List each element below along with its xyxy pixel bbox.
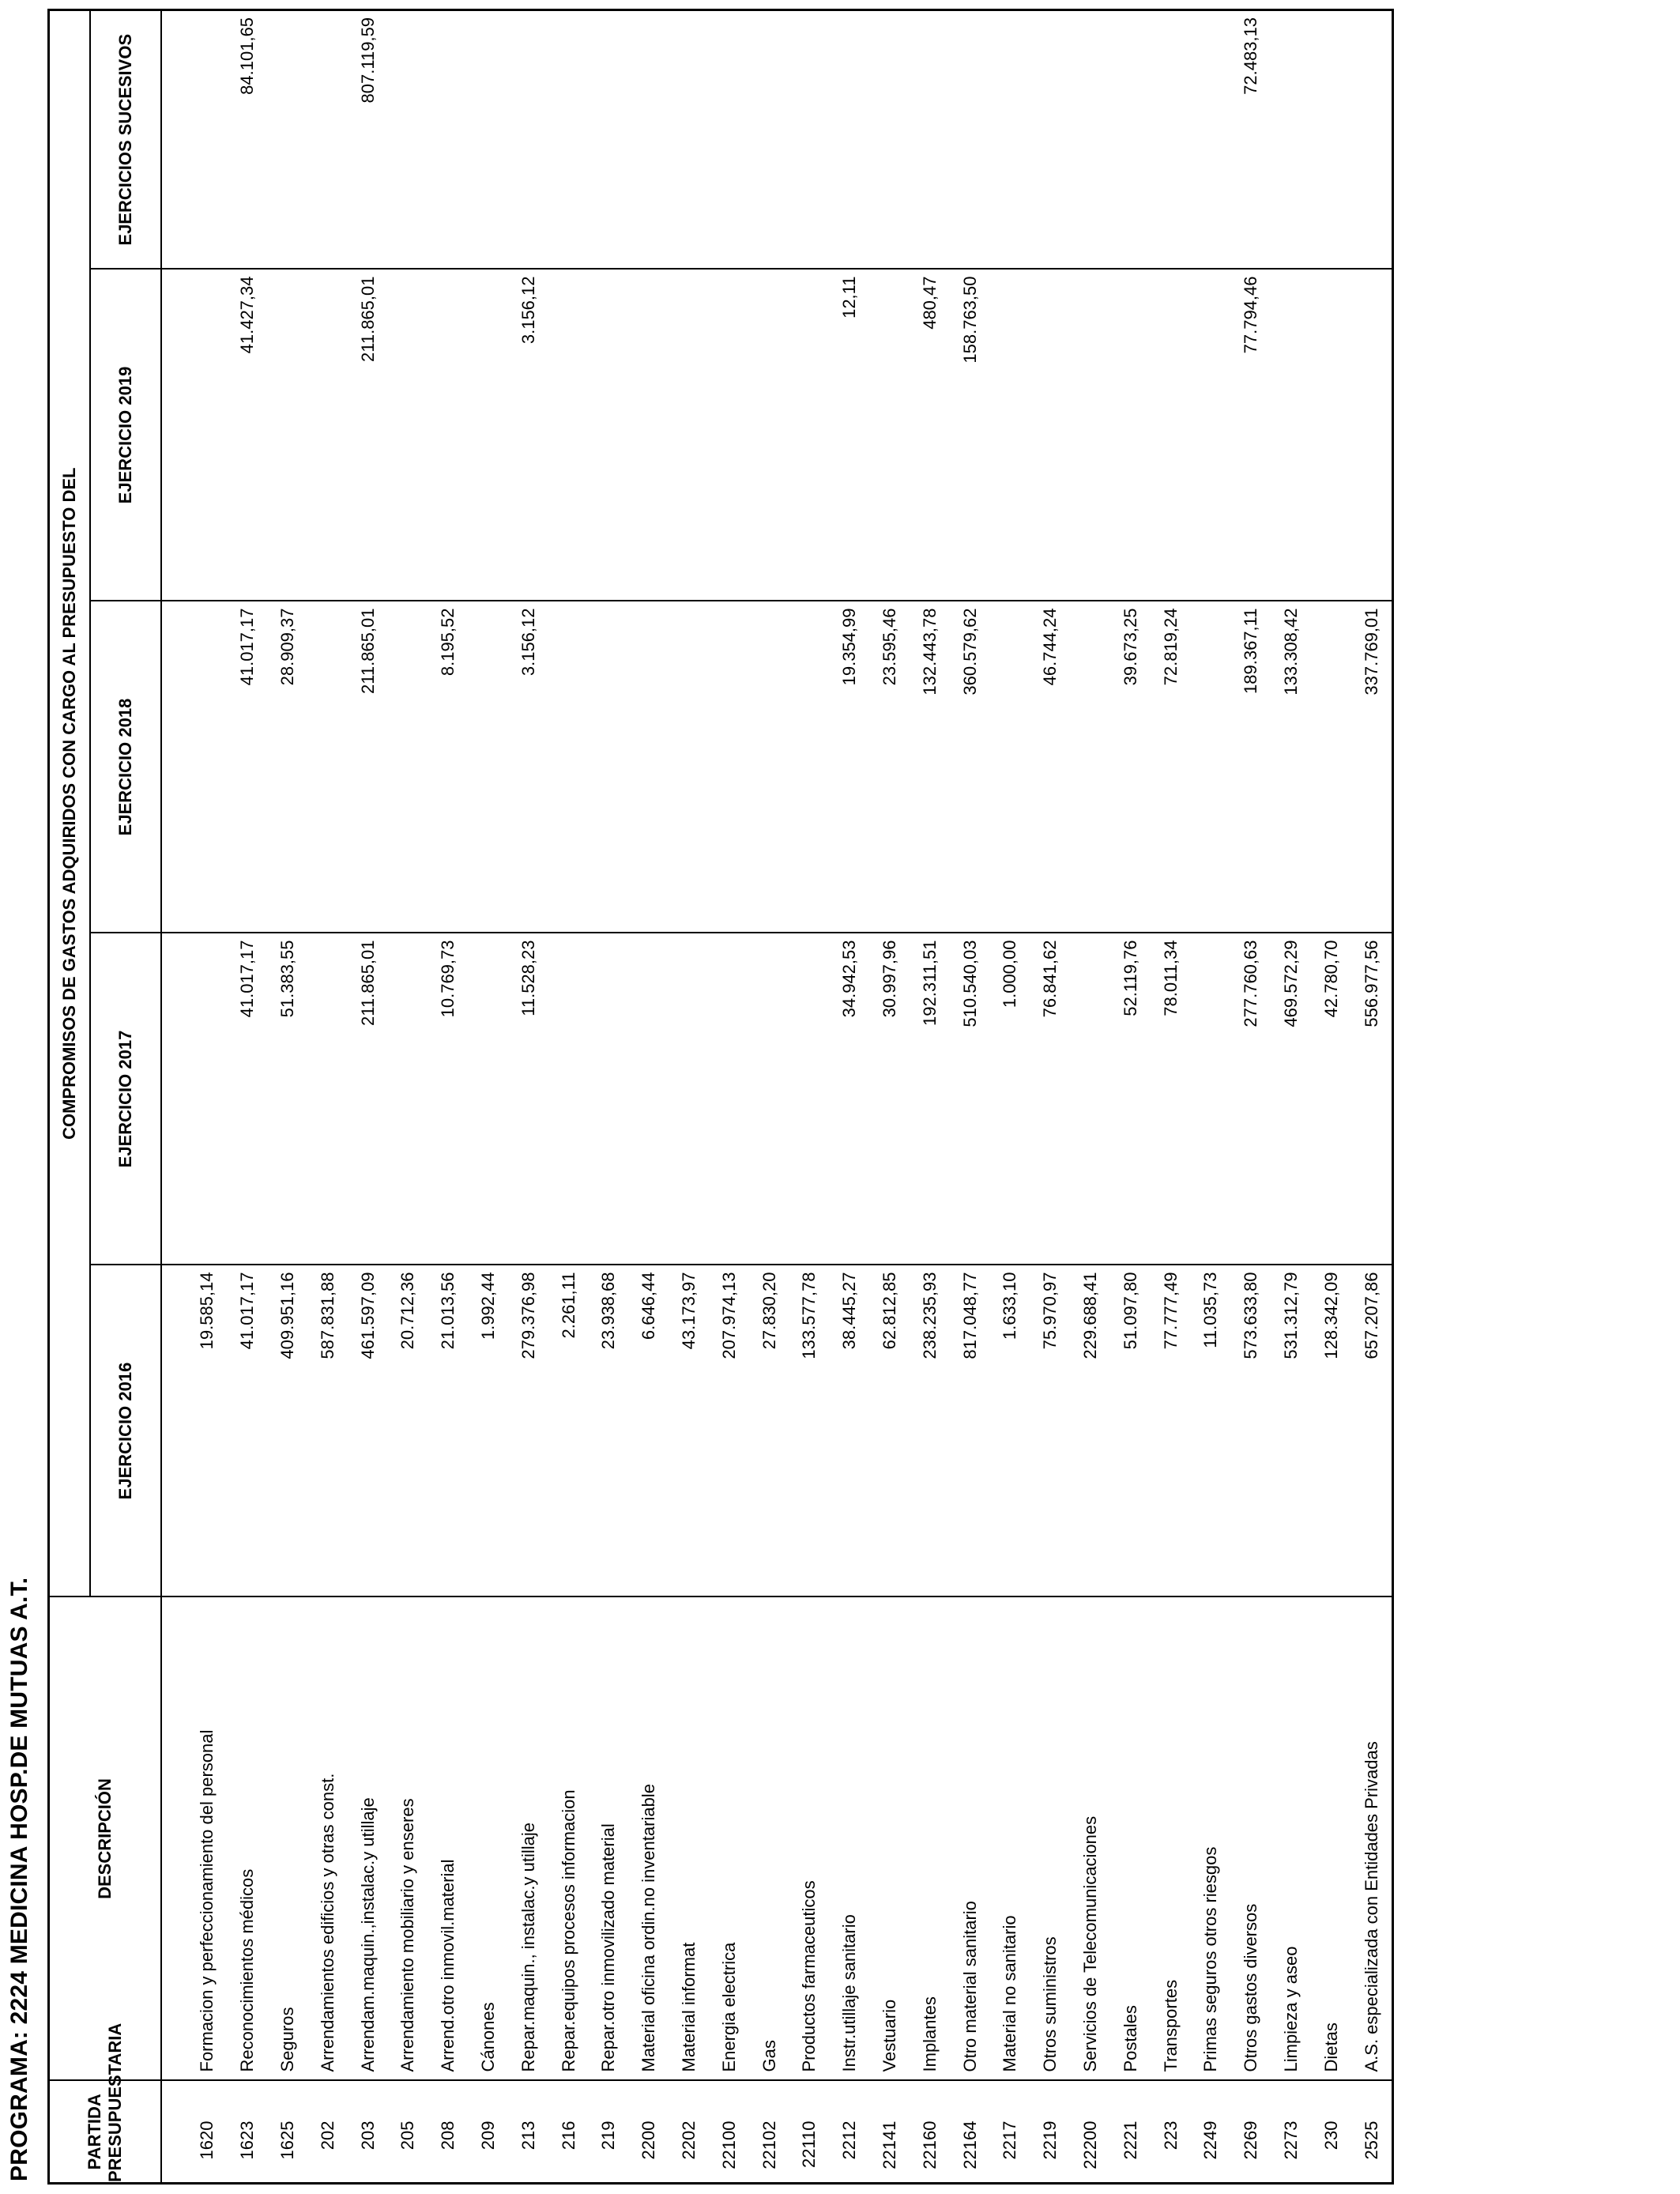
ejercicio-2017-cell: 51.383,55 <box>268 933 308 1265</box>
ejercicio-2016-cell: 128.342,09 <box>1311 1265 1351 1597</box>
ejercicio-2017-cell: 1.000,00 <box>990 933 1030 1265</box>
ejercicios-sucesivos-cell <box>1071 9 1111 269</box>
ejercicios-sucesivos-cell <box>307 9 348 269</box>
descripcion-cell: Repar.maquin., instalac.y utillaje <box>508 1597 548 2081</box>
descripcion-cell: Transportes <box>1151 1597 1191 2081</box>
table-row <box>709 9 749 2183</box>
ejercicio-2016-cell: 21.013,56 <box>428 1265 469 1597</box>
ejercicios-sucesivos-cell <box>469 9 509 269</box>
ejercicio-2018-cell <box>709 601 749 933</box>
ejercicios-sucesivos-cell <box>1271 9 1312 269</box>
ejercicio-2017-cell: 10.769,73 <box>428 933 469 1265</box>
ejercicio-2019-cell <box>669 270 710 601</box>
ejercicio-2018-cell: 3.156,12 <box>508 601 548 933</box>
descripcion-cell: Productos farmaceuticos <box>789 1597 830 2081</box>
table-row <box>1311 9 1351 2183</box>
ejercicio-2019-cell <box>388 270 428 601</box>
ejercicio-2019-cell: 12,11 <box>830 270 870 601</box>
ejercicio-2016-cell: 531.312,79 <box>1271 1265 1312 1597</box>
descripcion-cell: Arrendamiento mobiliario y enseres <box>388 1597 428 2081</box>
ejercicios-sucesivos-cell: 807.119,59 <box>357 17 378 104</box>
partida-cell: 2269 <box>1231 2081 1271 2184</box>
ejercicio-2017-cell: 11.528,23 <box>508 933 548 1265</box>
descripcion-cell: Material no sanitario <box>990 1597 1030 2081</box>
ejercicio-2019-cell <box>1030 270 1071 601</box>
descripcion-cell: Arrendam.maquin.,instalac.y utillaje <box>348 1597 388 2081</box>
ejercicio-2018-cell: 46.744,24 <box>1030 601 1071 933</box>
ejercicio-2016-cell: 587.831,88 <box>307 1265 348 1597</box>
ejercicio-2017-cell <box>749 933 789 1265</box>
partida-cell: 1625 <box>268 2081 308 2184</box>
ejercicios-sucesivos-cell <box>268 9 308 269</box>
ejercicio-2016-cell: 817.048,77 <box>950 1265 990 1597</box>
ejercicio-2017-cell <box>469 933 509 1265</box>
descripcion-cell: A.S. especializada con Entidades Privadas <box>1351 1597 1392 2081</box>
descripcion-cell: Energia electrica <box>709 1597 749 2081</box>
page-title: PROGRAMA: 2224 MEDICINA HOSP.DE MUTUAS A.T. <box>6 1577 32 2181</box>
partida-cell: 22102 <box>749 2081 789 2184</box>
partida-cell: 22110 <box>789 2081 830 2184</box>
ejercicio-2018-cell: 8.195,52 <box>428 601 469 933</box>
ejercicio-2019-cell: 41.427,34 <box>228 270 268 601</box>
ejercicios-sucesivos-cell <box>950 9 990 269</box>
ejercicio-2018-cell <box>789 601 830 933</box>
ejercicio-2016-cell: 1.992,44 <box>469 1265 509 1597</box>
ejercicio-2017-cell <box>307 933 348 1265</box>
ejercicio-2018-cell <box>1311 601 1351 933</box>
descripcion-cell: Dietas <box>1311 1597 1351 2081</box>
partida-cell: 22164 <box>950 2081 990 2184</box>
ejercicios-sucesivos-cell <box>1151 9 1191 269</box>
ejercicio-2017-cell <box>1071 933 1111 1265</box>
ejercicios-sucesivos-cell <box>830 9 870 269</box>
ejercicio-2018-cell: 72.819,24 <box>1151 601 1191 933</box>
table-row <box>1071 9 1111 2183</box>
descripcion-cell: Primas seguros otros riesgos <box>1191 1597 1231 2081</box>
ejercicio-2017-cell <box>709 933 749 1265</box>
ejercicio-2016-cell: 207.974,13 <box>709 1265 749 1597</box>
descripcion-cell: Implantes <box>910 1597 950 2081</box>
ejercicio-2018-cell: 133.308,42 <box>1271 601 1312 933</box>
table-row <box>469 9 509 2183</box>
table-row <box>307 9 348 2183</box>
partida-cell: 216 <box>548 2081 589 2184</box>
ejercicio-2019-cell: 3.156,12 <box>508 270 548 601</box>
partida-cell: 2202 <box>669 2081 710 2184</box>
ejercicio-2017-cell: 52.119,76 <box>1110 933 1151 1265</box>
ejercicio-2019-cell <box>1151 270 1191 601</box>
descripcion-cell: Arrend.otro inmovil.material <box>428 1597 469 2081</box>
ejercicios-sucesivos-cell <box>589 9 629 269</box>
table-row <box>428 9 469 2183</box>
ejercicio-2016-cell: 573.633,80 <box>1231 1265 1271 1597</box>
partida-cell: 205 <box>388 2081 428 2184</box>
descripcion-cell: Reconocimientos médicos <box>228 1597 268 2081</box>
ejercicio-2019-cell <box>548 270 589 601</box>
ejercicios-sucesivos-cell <box>669 9 710 269</box>
spacer-row <box>161 9 187 2183</box>
ejercicio-2016-cell: 279.376,98 <box>508 1265 548 1597</box>
ejercicio-2016-cell: 43.173,97 <box>669 1265 710 1597</box>
ejercicio-2018-cell <box>469 601 509 933</box>
table-row <box>749 9 789 2183</box>
table-row <box>669 9 710 2183</box>
ejercicios-sucesivos-cell <box>1191 9 1231 269</box>
ejercicio-2017-cell <box>589 933 629 1265</box>
header-ejercicio-2019: EJERCICIO 2019 <box>90 270 161 601</box>
descripcion-cell: Otros suministros <box>1030 1597 1071 2081</box>
table-row <box>268 9 308 2183</box>
ejercicio-2017-cell <box>669 933 710 1265</box>
table-row <box>589 9 629 2183</box>
table-row <box>1030 9 1071 2183</box>
ejercicio-2017-cell: 556.977,56 <box>1351 933 1392 1265</box>
ejercicio-2019-cell: 77.794,46 <box>1231 270 1271 601</box>
ejercicio-2019-cell <box>1071 270 1111 601</box>
ejercicios-sucesivos-cell <box>1030 9 1071 269</box>
ejercicio-2019-cell <box>990 270 1030 601</box>
ejercicio-2018-cell: 41.017,17 <box>228 601 268 933</box>
partida-cell: 22200 <box>1071 2081 1111 2184</box>
descripcion-cell: Postales <box>1110 1597 1151 2081</box>
ejercicio-2017-cell: 30.997,96 <box>870 933 910 1265</box>
table-row <box>1231 9 1271 2183</box>
ejercicio-2017-cell: 41.017,17 <box>228 933 268 1265</box>
descripcion-cell: Vestuario <box>870 1597 910 2081</box>
descripcion-cell: Material oficina ordin.no inventariable <box>629 1597 669 2081</box>
table-row <box>388 9 428 2183</box>
ejercicio-2017-cell: 42.780,70 <box>1311 933 1351 1265</box>
ejercicio-2016-cell: 27.830,20 <box>749 1265 789 1597</box>
partida-cell: 223 <box>1151 2081 1191 2184</box>
table-row <box>910 9 950 2183</box>
descripcion-cell: Instr.utillaje sanitario <box>830 1597 870 2081</box>
ejercicios-sucesivos-cell <box>1110 9 1151 269</box>
ejercicios-sucesivos-cell: 72.483,13 <box>1241 17 1261 95</box>
table-row <box>1191 9 1231 2183</box>
ejercicio-2016-cell: 2.261,11 <box>548 1265 589 1597</box>
ejercicio-2019-cell: 158.763,50 <box>950 270 990 601</box>
ejercicio-2017-cell: 192.311,51 <box>910 933 950 1265</box>
partida-cell: 1620 <box>187 2081 228 2184</box>
ejercicios-sucesivos-cell <box>1311 9 1351 269</box>
ejercicio-2019-cell <box>749 270 789 601</box>
ejercicio-2018-cell: 360.579,62 <box>950 601 990 933</box>
ejercicio-2018-cell <box>589 601 629 933</box>
descripcion-cell: Servicios de Telecomunicaciones <box>1071 1597 1111 2081</box>
ejercicio-2018-cell: 132.443,78 <box>910 601 950 933</box>
ejercicio-2018-cell <box>548 601 589 933</box>
ejercicio-2018-cell <box>1071 601 1111 933</box>
ejercicios-sucesivos-cell <box>508 9 548 269</box>
ejercicio-2019-cell <box>709 270 749 601</box>
ejercicio-2016-cell: 62.812,85 <box>870 1265 910 1597</box>
ejercicio-2019-cell <box>1351 270 1392 601</box>
descripcion-cell: Otro material sanitario <box>950 1597 990 2081</box>
ejercicio-2018-cell: 28.909,37 <box>268 601 308 933</box>
partida-cell: 219 <box>589 2081 629 2184</box>
partida-cell: 2212 <box>830 2081 870 2184</box>
descripcion-cell: Repar.equipos procesos informacion <box>548 1597 589 2081</box>
partida-cell: 2525 <box>1351 2081 1392 2184</box>
partida-cell: 1623 <box>228 2081 268 2184</box>
table-row <box>348 9 388 2183</box>
ejercicio-2019-cell: 480,47 <box>910 270 950 601</box>
table-row <box>990 9 1030 2183</box>
ejercicio-2016-cell: 75.970,97 <box>1030 1265 1071 1597</box>
ejercicio-2016-cell: 1.633,10 <box>990 1265 1030 1597</box>
ejercicio-2016-cell: 41.017,17 <box>228 1265 268 1597</box>
ejercicio-2019-cell <box>589 270 629 601</box>
descripcion-cell: Arrendamientos edificios y otras const. <box>307 1597 348 2081</box>
header-ejercicio-2016: EJERCICIO 2016 <box>90 1265 161 1597</box>
table-row <box>1351 9 1392 2183</box>
ejercicio-2016-cell: 461.597,09 <box>348 1265 388 1597</box>
budget-table <box>47 9 1394 2185</box>
table-row <box>830 9 870 2183</box>
ejercicios-sucesivos-cell <box>388 9 428 269</box>
ejercicio-2017-cell: 510.540,03 <box>950 933 990 1265</box>
ejercicios-sucesivos-cell <box>548 9 589 269</box>
ejercicio-2016-cell: 20.712,36 <box>388 1265 428 1597</box>
partida-cell: 22141 <box>870 2081 910 2184</box>
ejercicio-2017-cell: 277.760,63 <box>1231 933 1271 1265</box>
table-row <box>950 9 990 2183</box>
ejercicio-2018-cell: 189.367,11 <box>1231 601 1271 933</box>
table-body <box>161 9 1392 2183</box>
ejercicio-2018-cell: 211.865,01 <box>348 601 388 933</box>
ejercicio-2016-cell: 133.577,78 <box>789 1265 830 1597</box>
ejercicio-2019-cell <box>268 270 308 601</box>
ejercicio-2019-cell <box>1191 270 1231 601</box>
descripcion-cell: Formacion y perfeccionamiento del personal <box>187 1597 228 2081</box>
ejercicios-sucesivos-cell <box>1351 9 1392 269</box>
header-ejercicio-2018: EJERCICIO 2018 <box>90 601 161 933</box>
ejercicios-sucesivos-cell <box>187 9 228 269</box>
descripcion-cell: Seguros <box>268 1597 308 2081</box>
ejercicio-2019-cell <box>307 270 348 601</box>
descripcion-cell: Otros gastos diversos <box>1231 1597 1271 2081</box>
partida-cell: 230 <box>1311 2081 1351 2184</box>
header-compromisos: COMPROMISOS DE GASTOS ADQUIRIDOS CON CARGO AL PRESUPUESTO DEL <box>49 9 91 1596</box>
ejercicio-2019-cell: 211.865,01 <box>348 270 388 601</box>
header-partida: PARTIDA PRESUPUESTARIA <box>49 2081 162 2184</box>
header-ejercicios-sucesivos: EJERCICIOS SUCESIVOS <box>90 9 161 269</box>
header-descripcion: DESCRIPCIÓN <box>49 1597 162 2081</box>
ejercicio-2019-cell <box>629 270 669 601</box>
table-row <box>629 9 669 2183</box>
descripcion-cell: Gas <box>749 1597 789 2081</box>
ejercicio-2019-cell <box>870 270 910 601</box>
ejercicio-2019-cell <box>428 270 469 601</box>
ejercicio-2019-cell <box>469 270 509 601</box>
ejercicio-2019-cell <box>789 270 830 601</box>
ejercicio-2019-cell <box>187 270 228 601</box>
ejercicio-2018-cell <box>990 601 1030 933</box>
ejercicio-2016-cell: 19.585,14 <box>187 1265 228 1597</box>
partida-cell: 203 <box>348 2081 388 2184</box>
table-row <box>187 9 228 2183</box>
ejercicios-sucesivos-cell <box>990 9 1030 269</box>
table-row <box>228 9 268 2183</box>
ejercicio-2019-cell <box>1311 270 1351 601</box>
ejercicio-2019-cell <box>1271 270 1312 601</box>
ejercicio-2018-cell: 337.769,01 <box>1351 601 1392 933</box>
table-row <box>1151 9 1191 2183</box>
ejercicios-sucesivos-cell <box>749 9 789 269</box>
ejercicio-2016-cell: 238.235,93 <box>910 1265 950 1597</box>
table-row <box>508 9 548 2183</box>
ejercicios-sucesivos-cell <box>428 9 469 269</box>
descripcion-cell: Cánones <box>469 1597 509 2081</box>
header-ejercicio-2017: EJERCICIO 2017 <box>90 933 161 1265</box>
partida-cell: 2200 <box>629 2081 669 2184</box>
ejercicio-2016-cell: 77.777,49 <box>1151 1265 1191 1597</box>
ejercicio-2018-cell <box>629 601 669 933</box>
ejercicio-2017-cell: 469.572,29 <box>1271 933 1312 1265</box>
partida-cell: 2249 <box>1191 2081 1231 2184</box>
ejercicio-2016-cell: 11.035,73 <box>1191 1265 1231 1597</box>
ejercicio-2017-cell: 211.865,01 <box>348 933 388 1265</box>
ejercicio-2018-cell <box>669 601 710 933</box>
header-row-group <box>49 9 91 2183</box>
ejercicio-2017-cell <box>1191 933 1231 1265</box>
partida-cell: 2219 <box>1030 2081 1071 2184</box>
partida-cell: 2217 <box>990 2081 1030 2184</box>
descripcion-cell: Repar.otro inmovilizado material <box>589 1597 629 2081</box>
ejercicio-2017-cell <box>388 933 428 1265</box>
table-row <box>870 9 910 2183</box>
ejercicio-2016-cell: 229.688,41 <box>1071 1265 1111 1597</box>
ejercicio-2016-cell: 23.938,68 <box>589 1265 629 1597</box>
table-row <box>789 9 830 2183</box>
ejercicio-2016-cell: 51.097,80 <box>1110 1265 1151 1597</box>
ejercicio-2018-cell <box>388 601 428 933</box>
ejercicio-2018-cell: 39.673,25 <box>1110 601 1151 933</box>
ejercicios-sucesivos-cell <box>789 9 830 269</box>
descripcion-cell: Material informat <box>669 1597 710 2081</box>
ejercicio-2018-cell: 23.595,46 <box>870 601 910 933</box>
ejercicio-2018-cell <box>307 601 348 933</box>
table-row <box>1271 9 1312 2183</box>
partida-cell: 22160 <box>910 2081 950 2184</box>
partida-cell: 208 <box>428 2081 469 2184</box>
ejercicio-2019-cell <box>1110 270 1151 601</box>
ejercicio-2018-cell <box>749 601 789 933</box>
partida-cell: 2221 <box>1110 2081 1151 2184</box>
ejercicio-2017-cell: 34.942,53 <box>830 933 870 1265</box>
partida-cell: 213 <box>508 2081 548 2184</box>
ejercicio-2017-cell <box>629 933 669 1265</box>
ejercicio-2016-cell: 657.207,86 <box>1351 1265 1392 1597</box>
ejercicio-2017-cell: 78.011,34 <box>1151 933 1191 1265</box>
table-row <box>1110 9 1151 2183</box>
partida-cell: 202 <box>307 2081 348 2184</box>
ejercicio-2016-cell: 38.445,27 <box>830 1265 870 1597</box>
ejercicios-sucesivos-cell <box>709 9 749 269</box>
ejercicios-sucesivos-cell <box>870 9 910 269</box>
ejercicio-2018-cell: 19.354,99 <box>830 601 870 933</box>
ejercicio-2016-cell: 409.951,16 <box>268 1265 308 1597</box>
partida-cell: 22100 <box>709 2081 749 2184</box>
ejercicios-sucesivos-cell: 84.101,65 <box>237 17 258 95</box>
partida-cell: 209 <box>469 2081 509 2184</box>
ejercicio-2017-cell <box>548 933 589 1265</box>
ejercicio-2017-cell <box>187 933 228 1265</box>
table-row <box>548 9 589 2183</box>
ejercicio-2016-cell: 6.646,44 <box>629 1265 669 1597</box>
ejercicios-sucesivos-cell <box>629 9 669 269</box>
ejercicio-2017-cell <box>789 933 830 1265</box>
ejercicios-sucesivos-cell <box>910 9 950 269</box>
ejercicio-2018-cell <box>1191 601 1231 933</box>
ejercicio-2018-cell <box>187 601 228 933</box>
ejercicio-2017-cell: 76.841,62 <box>1030 933 1071 1265</box>
partida-cell: 2273 <box>1271 2081 1312 2184</box>
descripcion-cell: Limpieza y aseo <box>1271 1597 1312 2081</box>
